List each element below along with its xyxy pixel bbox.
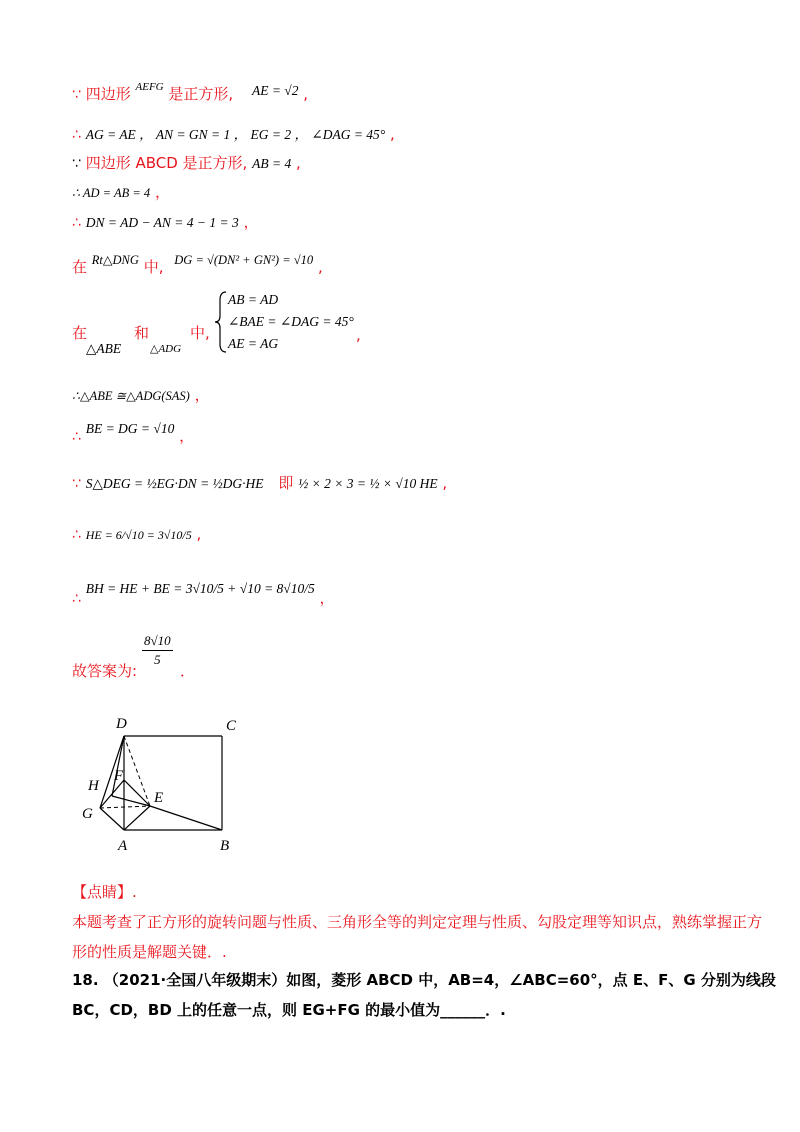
system-brace (214, 290, 228, 354)
label-C: C (226, 718, 237, 734)
label-D: D (116, 716, 127, 732)
remark-body-1: 本题考查了正方形的旋转问题与性质、三角形全等的判定定理与性质、勾股定理等知识点，熟练掌握正方 (72, 913, 763, 931)
remark-body-2: 形的性质是解题关键．. (72, 943, 227, 961)
line-4: ∴ AD = AB = 4 ， (72, 183, 170, 201)
line-11: ∴ HE = 6/√10 = 3√10/5 , (72, 525, 202, 543)
problem-18-line-2: BC，CD，BD 上的任意一点，则 EG+FG 的最小值为______．. (72, 1001, 506, 1019)
line-9: ∴ BE = DG = √10 ， (72, 421, 195, 445)
line-8: ∴△ABE ≅△ADG(SAS) ， (72, 386, 210, 404)
label-B: B (220, 838, 230, 854)
line-6: 在 Rt△DNG 中, DG = √(DN² + GN²) = √10 , (72, 253, 323, 276)
line-10: ∵ S△DEG = ½EG·DN = ½DG·HE 即 ½ × 2 × 3 = ½ × √10 HE , (72, 474, 448, 492)
geometry-figure (78, 712, 268, 862)
label-A: A (118, 838, 128, 854)
line-5: ∴ DN = AD − AN = 4 − 1 = 3 ， (72, 213, 259, 231)
line-2: ∴ AG = AE ， AN = GN = 1 ， EG = 2 ， ∠DAG = 45° , (72, 125, 395, 143)
line-3: ∵ 四边形 ABCD 是正方形, AB = 4 , (72, 154, 301, 172)
label-E: E (154, 790, 164, 806)
label-H: H (88, 778, 99, 794)
remark-title: 【点睛】. (72, 883, 137, 901)
line-12: ∴ BH = HE + BE = 3√10/5 + √10 = 8√10/5 ， (72, 581, 335, 607)
label-F: F (114, 768, 124, 784)
because-symbol: ∵ (72, 87, 81, 103)
line-1: ∵ 四边形 $^{AEFG}$ 是正方形, AE = √2 , (72, 81, 309, 103)
problem-18-line-1: 18. （2021·全国八年级期末）如图，菱形 ABCD 中，AB=4，∠ABC=60°，点 E、F、G 分别为线段 (72, 971, 776, 989)
label-G: G (82, 806, 93, 822)
